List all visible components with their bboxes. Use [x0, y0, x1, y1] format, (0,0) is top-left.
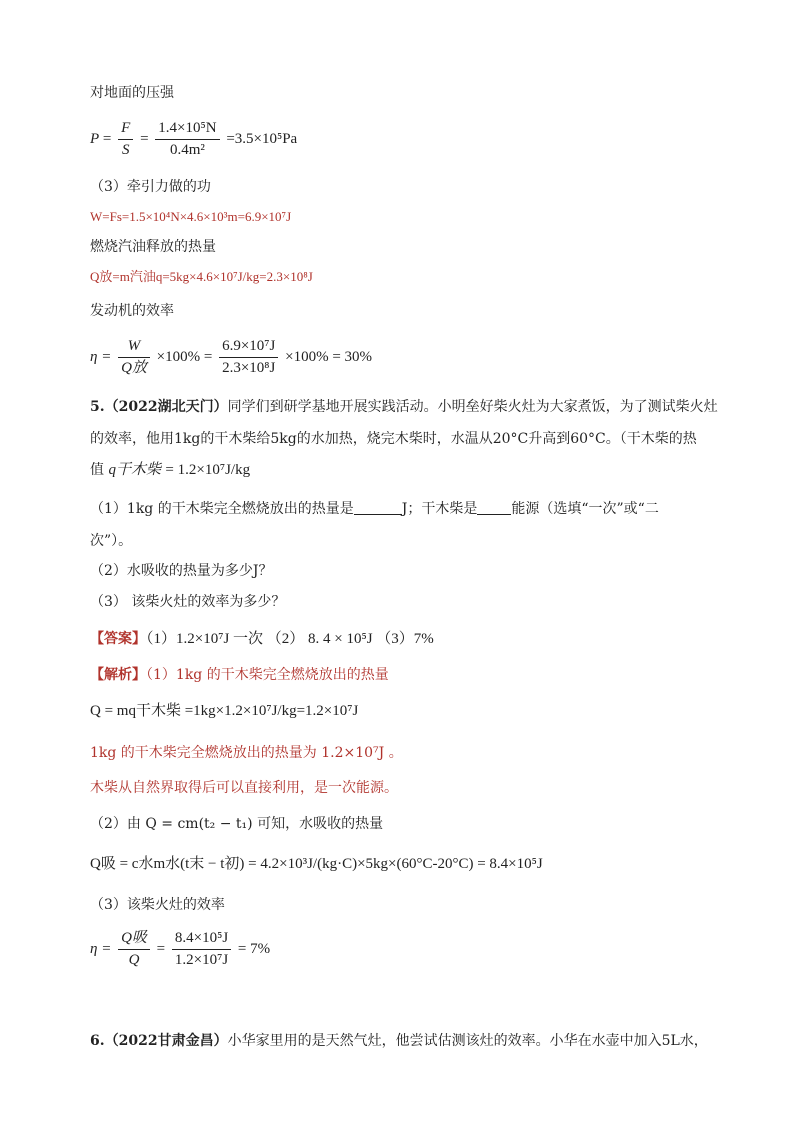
fraction-efficiency-values: $\frac{\text{6.9×10⁷J}}{\text{2.3×10⁸J}}$ [219, 338, 278, 377]
q6-line1: 6.（2022甘肃金昌）小华家里用的是天然气灶，他尝试估测该灶的效率。小华在水壶中加入5L水， [90, 1033, 708, 1049]
fraction-efficiency-values-2: $\frac{\text{8.4×10⁵J}}{\text{1.2×10⁷J}}$ [172, 930, 231, 969]
q5-part2: （2）由 Q = cm(t₂ − t₁) 可知，水吸收的热量 [90, 816, 384, 832]
efficiency-label: 发动机的效率 [90, 303, 174, 319]
part3-label: （3）牵引力做的功 [90, 179, 211, 195]
q5-efficiency-formula: η = $\frac{\text{Q吸}}{Q}$ = $\frac{\text{8.4×10⁵J}}{\text{1.2×10⁷J}}$ = 7% [90, 930, 271, 968]
work-formula: W=Fs=1.5×10⁴N×4.6×10³m=6.9×10⁷J [90, 209, 292, 224]
fraction-work-heat: $\frac{W}{\text{Q放}}$ [118, 338, 150, 377]
pressure-symbol: P [90, 130, 100, 147]
q5-source: 5.（2022湖北天门） [90, 399, 228, 415]
q5-line2: 的效率，他用1kg的干木柴给5kg的水加热，烧完木柴时，水温从20°C升高到60°C。（干木柴的热 [90, 431, 697, 447]
q5-absorb-formula: Q吸 = c水m水(t末 − t初) = 4.2×10³J/(kg·C)×5kg×(60°C-20°C) = 8.4×10⁵J [90, 856, 543, 872]
q5-line3: 值 q干木柴 = 1.2×10⁷J/kg [90, 462, 251, 478]
answer-blank-1 [354, 500, 402, 515]
q5-answer: 【答案】（1）1.2×10⁷J 一次 （2） 8. 4 × 10⁵J （3）7% [90, 631, 434, 647]
pressure-result: =3.5×10⁵Pa [226, 130, 298, 147]
heat-label: 燃烧汽油释放的热量 [90, 239, 216, 255]
q5-sub1-cont: 次”）。 [90, 533, 133, 549]
pressure-formula: P = $\frac{F}{S}$ = $\frac{\text{1.4×10⁵N}}{\text{0.4m²}}$ =3.5×10⁵Pa [90, 120, 298, 158]
fraction-absorb-total: $\frac{\text{Q吸}}{Q}$ [118, 930, 150, 969]
q5-conclusion-1: 1kg 的干木柴完全燃烧放出的热量为 1.2×10⁷J 。 [90, 745, 403, 761]
q5-conclusion-2: 木柴从自然界取得后可以直接利用，是一次能源。 [90, 780, 398, 796]
q5-line1: 5.（2022湖北天门）同学们到研学基地开展实践活动。小明垒好柴火灶为大家煮饭，为了测试柴火灶 [90, 399, 718, 415]
answer-tag: 【答案】 [90, 631, 146, 647]
fraction-values: $\frac{\text{1.4×10⁵N}}{\text{0.4m²}}$ [155, 120, 219, 159]
heat-formula: Q放=m汽油q=5kg×4.6×10⁷J/kg=2.3×10⁸J [90, 269, 313, 284]
q6-source: 6.（2022甘肃金昌） [90, 1033, 228, 1049]
q5-analysis: 【解析】（1）1kg 的干木柴完全燃烧放出的热量 [90, 667, 389, 683]
q5-sub1: （1）1kg 的干木柴完全燃烧放出的热量是 J；干木柴是 能源（选填“一次”或“二 [90, 501, 659, 517]
q5-sub2: （2）水吸收的热量为多少J？ [90, 563, 273, 579]
q5-part3: （3）该柴火灶的效率 [90, 897, 225, 913]
q5-heat-formula: Q = mq干木柴 =1kg×1.2×10⁷J/kg=1.2×10⁷J [90, 703, 359, 719]
efficiency-formula: η = $\frac{W}{\text{Q放}}$ ×100% = $\frac{\text{6.9×10⁷J}}{\text{2.3×10⁸J}}$ ×100% = 30% [90, 338, 373, 376]
q5-sub3: （3） 该柴火灶的效率为多少？ [90, 594, 286, 610]
analysis-tag: 【解析】 [90, 667, 146, 683]
fraction-force-area: $\frac{F}{S}$ [118, 120, 133, 159]
pressure-label: 对地面的压强 [90, 85, 174, 101]
answer-blank-2 [477, 500, 511, 515]
